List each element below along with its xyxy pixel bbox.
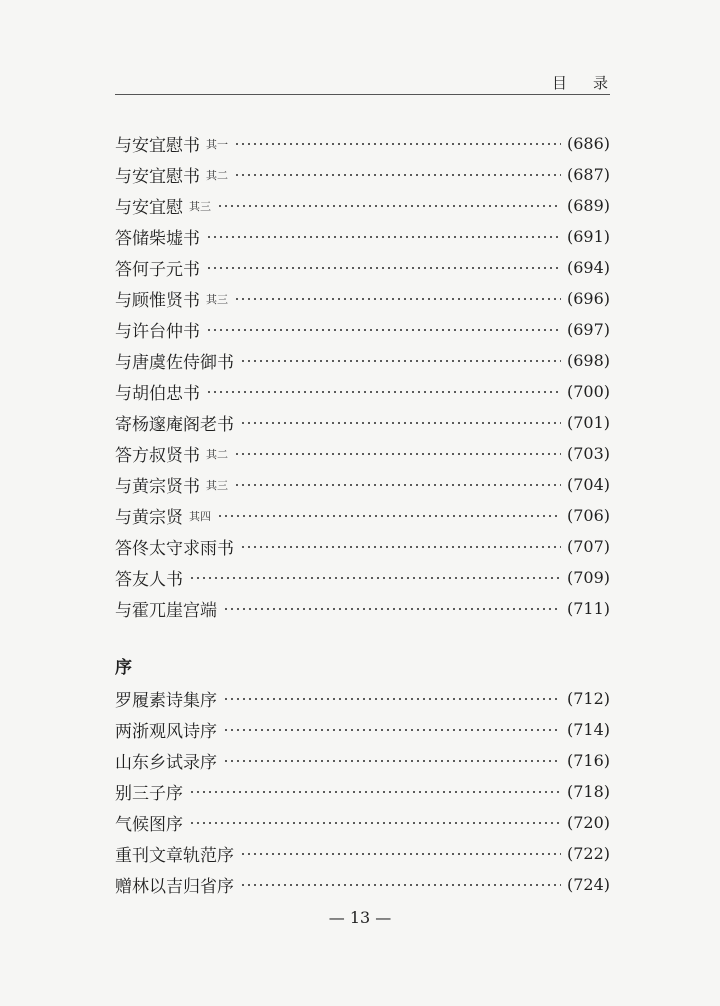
entry-page-number: (724)	[566, 875, 610, 894]
toc-entry	[115, 469, 610, 500]
section-title: 序	[115, 658, 132, 678]
toc-entry	[115, 593, 610, 624]
dot-leader	[206, 329, 561, 331]
header-title: 目录	[551, 74, 634, 92]
toc-entry	[115, 869, 610, 900]
toc-entry	[115, 128, 610, 159]
entry-page-number: (704)	[566, 475, 610, 494]
entry-page-number: (711)	[566, 599, 610, 618]
toc-entry	[115, 776, 610, 807]
dot-leader	[223, 729, 561, 731]
toc-entry	[115, 221, 610, 252]
dot-leader	[217, 205, 561, 207]
entry-page-number: (718)	[566, 782, 610, 801]
entry-page-number: (689)	[566, 196, 610, 215]
toc-entry	[115, 683, 610, 714]
entry-page-number: (722)	[566, 844, 610, 863]
toc-section-prefaces	[115, 653, 610, 900]
entry-title: 重刊文章轨范序	[115, 846, 234, 866]
dot-leader	[240, 884, 561, 886]
dot-leader	[240, 853, 561, 855]
toc-entry	[115, 438, 610, 469]
dot-leader	[240, 422, 561, 424]
toc-section-letters	[115, 128, 610, 624]
dot-leader	[217, 515, 561, 517]
entry-subtitle: 其一	[206, 137, 228, 151]
entry-page-number: (698)	[566, 351, 610, 370]
entry-title: 罗履素诗集序	[115, 691, 217, 711]
dot-leader	[189, 822, 561, 824]
entry-title: 与黄宗贤	[115, 508, 183, 528]
running-header	[115, 68, 634, 95]
dot-leader	[189, 577, 561, 579]
toc-entry	[115, 314, 610, 345]
entry-subtitle: 其三	[189, 199, 211, 213]
entry-subtitle: 其三	[206, 478, 228, 492]
entry-title: 与唐虞佐侍御书	[115, 353, 234, 373]
toc-list	[115, 683, 610, 900]
toc-list	[115, 128, 610, 624]
dot-leader	[240, 546, 561, 548]
entry-page-number: (691)	[566, 227, 610, 246]
entry-page-number: (696)	[566, 289, 610, 308]
entry-page-number: (707)	[566, 537, 610, 556]
toc-entry	[115, 376, 610, 407]
toc-entry	[115, 745, 610, 776]
toc-entry	[115, 159, 610, 190]
entry-subtitle: 其四	[189, 509, 211, 523]
dot-leader	[234, 298, 561, 300]
entry-page-number: (709)	[566, 568, 610, 587]
toc-entry	[115, 838, 610, 869]
toc-entry	[115, 252, 610, 283]
dot-leader	[206, 267, 561, 269]
entry-title: 与黄宗贤书	[115, 477, 200, 497]
dot-leader	[234, 484, 561, 486]
dot-leader	[223, 760, 561, 762]
entry-title: 山东乡试录序	[115, 753, 217, 773]
toc-entry	[115, 562, 610, 593]
dot-leader	[234, 174, 561, 176]
entry-page-number: (716)	[566, 751, 610, 770]
entry-title: 别三子序	[115, 784, 183, 804]
entry-page-number: (703)	[566, 444, 610, 463]
entry-title: 与安宜慰书	[115, 167, 200, 187]
dot-leader	[240, 360, 561, 362]
entry-title: 答方叔贤书	[115, 446, 200, 466]
dot-leader	[189, 791, 561, 793]
toc-entry	[115, 807, 610, 838]
toc-entry	[115, 345, 610, 376]
entry-page-number: (697)	[566, 320, 610, 339]
entry-subtitle: 其二	[206, 447, 228, 461]
entry-page-number: (706)	[566, 506, 610, 525]
entry-title: 与安宜慰	[115, 198, 183, 218]
entry-title: 与安宜慰书	[115, 136, 200, 156]
dot-leader	[234, 143, 561, 145]
toc-entry	[115, 531, 610, 562]
dot-leader	[223, 698, 561, 700]
entry-page-number: (714)	[566, 720, 610, 739]
entry-page-number: (712)	[566, 689, 610, 708]
entry-title: 答何子元书	[115, 260, 200, 280]
dot-leader	[206, 391, 561, 393]
entry-page-number: (700)	[566, 382, 610, 401]
entry-subtitle: 其三	[206, 292, 228, 306]
entry-title: 寄杨邃庵阁老书	[115, 415, 234, 435]
entry-title: 答佟太守求雨书	[115, 539, 234, 559]
dot-leader	[206, 236, 561, 238]
dot-leader	[223, 608, 561, 610]
entry-title: 与许台仲书	[115, 322, 200, 342]
entry-page-number: (701)	[566, 413, 610, 432]
entry-title: 气候图序	[115, 815, 183, 835]
toc-entry	[115, 190, 610, 221]
entry-title: 与顾惟贤书	[115, 291, 200, 311]
entry-subtitle: 其二	[206, 168, 228, 182]
toc-entry	[115, 714, 610, 745]
toc-entry	[115, 283, 610, 314]
dot-leader	[234, 453, 561, 455]
entry-title: 赠林以吉归省序	[115, 877, 234, 897]
entry-title: 与霍兀崖宫端	[115, 601, 217, 621]
entry-title: 答储柴墟书	[115, 229, 200, 249]
entry-page-number: (694)	[566, 258, 610, 277]
entry-page-number: (720)	[566, 813, 610, 832]
entry-page-number: (687)	[566, 165, 610, 184]
toc-entry	[115, 407, 610, 438]
page-number: — 13 —	[328, 908, 392, 927]
entry-title: 与胡伯忠书	[115, 384, 200, 404]
entry-title: 答友人书	[115, 570, 183, 590]
entry-title: 两浙观风诗序	[115, 722, 217, 742]
entry-page-number: (686)	[566, 134, 610, 153]
toc-entry	[115, 500, 610, 531]
